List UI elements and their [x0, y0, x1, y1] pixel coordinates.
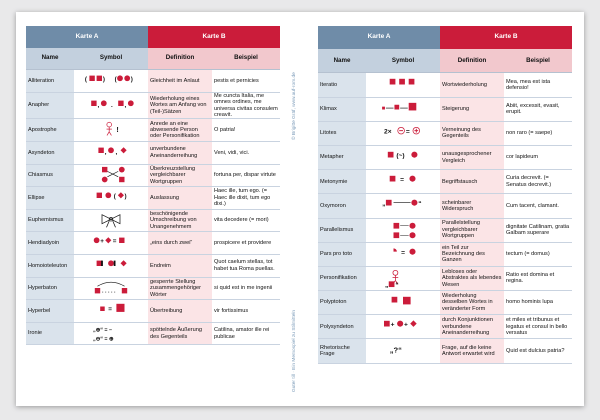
svg-text:. . . . .: . . . . . — [102, 288, 116, 295]
stilmittel-name: Metonymie — [318, 170, 366, 194]
stilmittel-row-hendiadyoin — [26, 232, 280, 255]
stilmittel-name: Metapher — [318, 145, 366, 169]
svg-text:„?“: „?“ — [389, 344, 402, 354]
stilmittel-name: Hyperbaton — [26, 277, 74, 300]
beispiel-text: Veni, vidi, vici. — [212, 142, 280, 165]
stilmittel-name: Alliteration — [26, 70, 74, 93]
svg-text:): ) — [130, 75, 133, 83]
definition-text: unverbundene Aneinanderreihung — [148, 142, 212, 165]
svg-text:,: , — [115, 148, 118, 156]
footer-text: Guter till · Ein Memospiel zu Stilmitteln — [292, 309, 297, 392]
beispiel-text: et miles et tribunus et legatus et consul in bello versatus — [504, 315, 572, 339]
beispiel-text: si quid est in me ingenii — [212, 277, 280, 300]
symbol-icon — [74, 70, 148, 93]
symbol-icon — [366, 315, 440, 339]
stilmittel-row-iteratio — [318, 73, 572, 97]
beispiel-text: prospicere et providere — [212, 232, 280, 255]
stilmittel-row-polysyndeton — [318, 315, 572, 339]
symbol-icon — [74, 164, 148, 187]
symbol-icon — [74, 300, 148, 323]
definition-text: Endreim — [148, 254, 212, 277]
definition-text: scheinbarer Widerspruch — [440, 194, 504, 218]
definition-text: Überkreuzstellung vergleichbarer Wortgruppen — [148, 164, 212, 187]
symbol-icon — [74, 187, 148, 210]
svg-text:(: ( — [113, 192, 116, 200]
beispiel-text: O patria! — [212, 119, 280, 142]
stilmittel-name: Pars pro toto — [318, 242, 366, 266]
stilmittel-row-parallelismus — [318, 218, 572, 242]
stilmittel-name: Personifikation — [318, 266, 366, 290]
copyright-text: © Brigitte Gräf, www.auf-rom.de — [292, 72, 297, 140]
definition-text: Gleichheit im Anlaut — [148, 70, 212, 93]
svg-text:.: . — [111, 101, 113, 109]
stilmittel-row-metapher — [318, 145, 572, 169]
svg-text:,: , — [97, 101, 100, 109]
stilmittel-name: Litotes — [318, 121, 366, 145]
stilmittel-name: Hyperbel — [26, 300, 74, 323]
stilmittel-name: Polysyndeton — [318, 315, 366, 339]
definition-text: „eins durch zwei“ — [148, 232, 212, 255]
definition-text: Wiederholung desselben Wortes in veränderter Form — [440, 291, 504, 315]
definition-text: ein Teil zur Bezeichnung des Ganzen — [440, 242, 504, 266]
symbol-icon — [74, 142, 148, 165]
memo-sheet — [16, 12, 584, 406]
col-name-header: Name — [318, 49, 366, 73]
beispiel-text: Ratio est domina et regina. — [504, 266, 572, 290]
definition-text: Steigerung — [440, 97, 504, 121]
beispiel-text: cor lapideum — [504, 145, 572, 169]
stilmittel-name: Euphemismus — [26, 209, 74, 232]
right-card-table — [318, 26, 572, 364]
beispiel-text: tectum (= domus) — [504, 242, 572, 266]
svg-text:): ) — [102, 75, 106, 83]
beispiel-text: Catilina, amator ille rei publicae — [212, 322, 280, 345]
stilmittel-name: Polyptoton — [318, 291, 366, 315]
svg-text:2×: 2× — [384, 128, 392, 136]
symbol-icon — [74, 277, 148, 300]
svg-text:„: „ — [384, 282, 389, 288]
symbol-icon — [366, 242, 440, 266]
svg-text:„⊕“ = –: „⊕“ = – — [93, 326, 112, 333]
symbol-icon — [74, 92, 148, 119]
symbol-icon — [366, 145, 440, 169]
stilmittel-row-oxymoron — [318, 194, 572, 218]
stilmittel-row-homoioteleuton — [26, 254, 280, 277]
svg-text:!: ! — [116, 125, 119, 135]
beispiel-text: non raro (= saepe) — [504, 121, 572, 145]
stilmittel-name: Klimax — [318, 97, 366, 121]
beispiel-text: Abiit, excessit, evasit, erupit. — [504, 97, 572, 121]
col-beispiel-header: Beispiel — [212, 48, 280, 70]
definition-text: Übertreibung — [148, 300, 212, 323]
svg-text:=: = — [112, 238, 117, 246]
stilmittel-name: Rhetorische Frage — [318, 339, 366, 363]
beispiel-text: Cum tacent, clamant. — [504, 194, 572, 218]
svg-text:(: ( — [114, 75, 117, 83]
stilmittel-name: Parallelismus — [318, 218, 366, 242]
beispiel-text: Mea, mea est ista defensio! — [504, 73, 572, 97]
stilmittel-row-personifikation — [318, 266, 572, 290]
symbol-icon — [366, 73, 440, 97]
svg-text:=: = — [400, 176, 405, 184]
svg-text:,: , — [124, 101, 127, 109]
definition-text: gesperrte Stellung zusammengehöriger Wörter — [148, 277, 212, 300]
beispiel-text: homo hominis lupa — [504, 291, 572, 315]
svg-text:=: = — [108, 305, 112, 313]
col-definition-header: Definition — [440, 49, 504, 73]
karte-a-header: Karte A — [26, 26, 148, 48]
symbol-icon — [366, 170, 440, 194]
definition-text: Wortwiederholung — [440, 73, 504, 97]
definition-text: Lebloses oder Abstraktes als lebendes Wesen — [440, 266, 504, 290]
svg-text:+: + — [403, 321, 408, 329]
beispiel-text: dignitate Catilinam, gratia Galbam superare — [504, 218, 572, 242]
svg-text:+: + — [390, 321, 395, 329]
stilmittel-row-klimax — [318, 97, 572, 121]
col-symbol-header: Symbol — [366, 49, 440, 73]
symbol-icon — [366, 339, 440, 363]
definition-text: Auslassung — [148, 187, 212, 210]
stilmittel-name: Anapher — [26, 92, 74, 119]
stilmittel-name: Ironie — [26, 322, 74, 345]
stilmittel-row-metonymie — [318, 170, 572, 194]
stilmittel-row-apostrophe — [26, 119, 280, 142]
stilmittel-row-asyndeton — [26, 142, 280, 165]
svg-text:„: „ — [382, 200, 386, 208]
col-name-header: Name — [26, 48, 74, 70]
svg-text:=: = — [405, 128, 410, 136]
stilmittel-name: Homoioteleuton — [26, 254, 74, 277]
col-beispiel-header: Beispiel — [504, 49, 572, 73]
left-card-table — [26, 26, 280, 345]
svg-text:,: , — [104, 148, 107, 156]
beispiel-text: fortuna per, dispar virtute — [212, 164, 280, 187]
stilmittel-name: Ellipse — [26, 187, 74, 210]
stilmittel-row-pars-pro-toto — [318, 242, 572, 266]
svg-text:): ) — [124, 192, 127, 200]
definition-text: Wiederholung eines Wortes am Anfang von (Teil-)Sätzen — [148, 92, 212, 119]
definition-text: beschönigende Umschreibung von Unangenehmem — [148, 209, 212, 232]
svg-text:=: = — [401, 249, 405, 257]
symbol-icon — [366, 218, 440, 242]
definition-text: Verneinung des Gegenteils — [440, 121, 504, 145]
stilmittel-name: Chiasmus — [26, 164, 74, 187]
svg-text:+: + — [100, 238, 104, 246]
stilmittel-row-litotes — [318, 121, 572, 145]
karte-b-header: Karte B — [148, 26, 280, 48]
stilmittel-row-hyperbel — [26, 300, 280, 323]
beispiel-text: Me cuncta Italia, me omnes ordines, me universa civitas consulem creavit. — [212, 92, 280, 119]
svg-text:“: “ — [418, 200, 422, 208]
symbol-icon — [366, 97, 440, 121]
definition-text: durch Konjunktionen verbundene Aneinanderreihung — [440, 315, 504, 339]
karte-b-header: Karte B — [440, 26, 572, 49]
stilmittel-name: Hendiadyoin — [26, 232, 74, 255]
beispiel-text: vir fortissimus — [212, 300, 280, 323]
stilmittel-row-hyperbaton — [26, 277, 280, 300]
karte-a-header: Karte A — [318, 26, 440, 49]
stilmittel-row-anapher — [26, 92, 280, 119]
col-symbol-header: Symbol — [74, 48, 148, 70]
symbol-icon — [366, 291, 440, 315]
symbol-icon — [74, 232, 148, 255]
symbol-icon — [74, 209, 148, 232]
symbol-icon — [74, 254, 148, 277]
stilmittel-row-polyptoton — [318, 291, 572, 315]
stilmittel-row-ellipse — [26, 187, 280, 210]
beispiel-text: vita decedere (= mori) — [212, 209, 280, 232]
col-definition-header: Definition — [148, 48, 212, 70]
stilmittel-name: Oxymoron — [318, 194, 366, 218]
stilmittel-name: Iteratio — [318, 73, 366, 97]
definition-text: Begriffstausch — [440, 170, 504, 194]
svg-text:“: “ — [395, 282, 399, 288]
svg-text:„⊖“ = ⊕: „⊖“ = ⊕ — [93, 335, 114, 342]
beispiel-text: pestis et pernicies — [212, 70, 280, 93]
symbol-icon — [366, 194, 440, 218]
svg-text:(: ( — [84, 75, 88, 83]
beispiel-text: Quot caelum stellas, tot habet tua Roma puellas. — [212, 254, 280, 277]
beispiel-text: Curia decrevit. (= Senatus decrevit.) — [504, 170, 572, 194]
definition-text: unausgesprochener Vergleich — [440, 145, 504, 169]
symbol-icon — [74, 119, 148, 142]
symbol-icon — [366, 266, 440, 290]
stilmittel-row-ironie — [26, 322, 280, 345]
stilmittel-name: Asyndeton — [26, 142, 74, 165]
stilmittel-row-alliteration — [26, 70, 280, 93]
definition-text: Frage, auf die keine Antwort erwartet wird — [440, 339, 504, 363]
definition-text: Parallelstellung vergleichbarer Wortgruppen — [440, 218, 504, 242]
stilmittel-row-rhetorische-frage — [318, 339, 572, 363]
symbol-icon — [366, 121, 440, 145]
definition-text: spöttelnde Äußerung des Gegenteils — [148, 322, 212, 345]
stilmittel-row-chiasmus — [26, 164, 280, 187]
svg-text:(~): (~) — [396, 152, 405, 160]
symbol-icon — [74, 322, 148, 345]
beispiel-text: Haec ille, tum ego. (= Haec ille dixit, tum ego dixi.) — [212, 187, 280, 210]
definition-text: Anrede an eine abwesende Person oder Personifikation — [148, 119, 212, 142]
stilmittel-name: Apostrophe — [26, 119, 74, 142]
stilmittel-row-euphemismus — [26, 209, 280, 232]
beispiel-text: Quid est dulcius patria? — [504, 339, 572, 363]
